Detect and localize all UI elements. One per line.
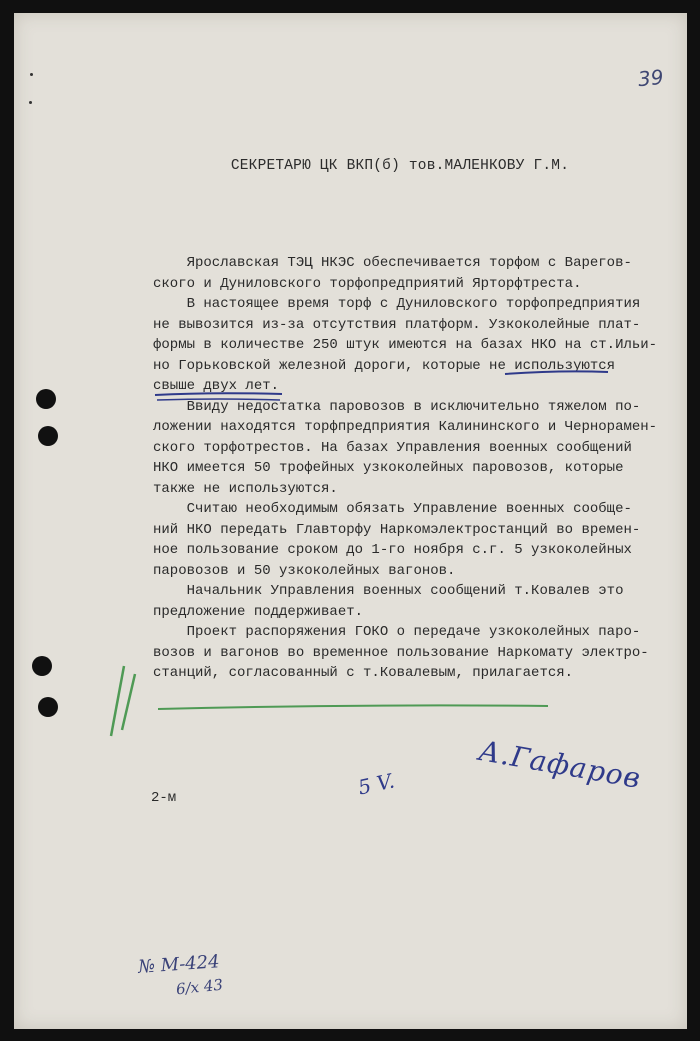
text-line: предложение поддерживает. <box>153 603 364 620</box>
text-line: свыше двух лет. <box>153 378 280 394</box>
page-number: 39 <box>636 64 665 92</box>
text-line: не вывозится из-за отсутствия платформ. Узкоколейные плат- <box>153 316 641 333</box>
text-line: ского и Дуниловского торфопредприятий Ярторфтреста. <box>153 275 582 292</box>
punch-dot <box>30 73 33 76</box>
addressee-heading: СЕКРЕТАРЮ ЦК ВКП(б) тов.МАЛЕНКОВУ Г.М. <box>230 158 570 174</box>
punch-dot <box>29 101 32 104</box>
text-line: В настоящее время торф с Дуниловского торфопредприятия <box>153 296 641 312</box>
text-line: также не используются. <box>153 480 338 497</box>
text-line: паровозов и 50 узкоколейных вагонов. <box>153 562 456 579</box>
text-line: НКО имеется 50 трофейных узкоколейных паровозов, которые <box>153 460 624 476</box>
text-line: Ввиду недостатка паровозов в исключительно тяжелом по- <box>153 398 641 415</box>
archive-date-note: 6/х 43 <box>175 975 224 999</box>
text-line: возов и вагонов во временное пользование Наркомату электро- <box>153 644 649 661</box>
text-line: Проект распоряжения ГОКО о передаче узкоколейных паро- <box>153 624 641 640</box>
archive-note: № М-424 <box>137 951 221 978</box>
binder-hole <box>38 697 58 717</box>
text-line: но Горьковской железной дороги, которые не используются <box>153 357 616 374</box>
margin-mark: 5 V. <box>355 768 397 800</box>
text-line: ского торфотрестов. На базах Управления военных сообщений <box>153 439 632 456</box>
text-line: ное пользование сроком до 1-го ноября с.г. 5 узкоколейных <box>153 542 632 558</box>
binder-hole <box>32 656 52 676</box>
text-line: ложении находятся торфпредприятия Калининского и Чернорамен- <box>153 419 658 435</box>
letter-body <box>153 253 663 684</box>
binder-hole <box>38 426 58 446</box>
text-line: Начальник Управления военных сообщений т.Ковалев это <box>153 583 624 599</box>
text-line: ний НКО передать Главторфу Наркомэлектростанций во времен- <box>153 521 641 538</box>
text-line: формы в количестве 250 штук имеются на базах НКО на ст.Ильи- <box>153 337 658 353</box>
text-line: станций, согласованный с т.Ковалевым, прилагается. <box>153 665 574 681</box>
binder-hole <box>36 389 56 409</box>
signature: А.Гафаров <box>476 734 644 795</box>
text-line: Считаю необходимым обязать Управление военных сообще- <box>153 501 632 517</box>
reference-code: 2-м <box>151 790 177 806</box>
text-line: Ярославская ТЭЦ НКЭС обеспечивается торфом с Варегов- <box>153 255 632 271</box>
